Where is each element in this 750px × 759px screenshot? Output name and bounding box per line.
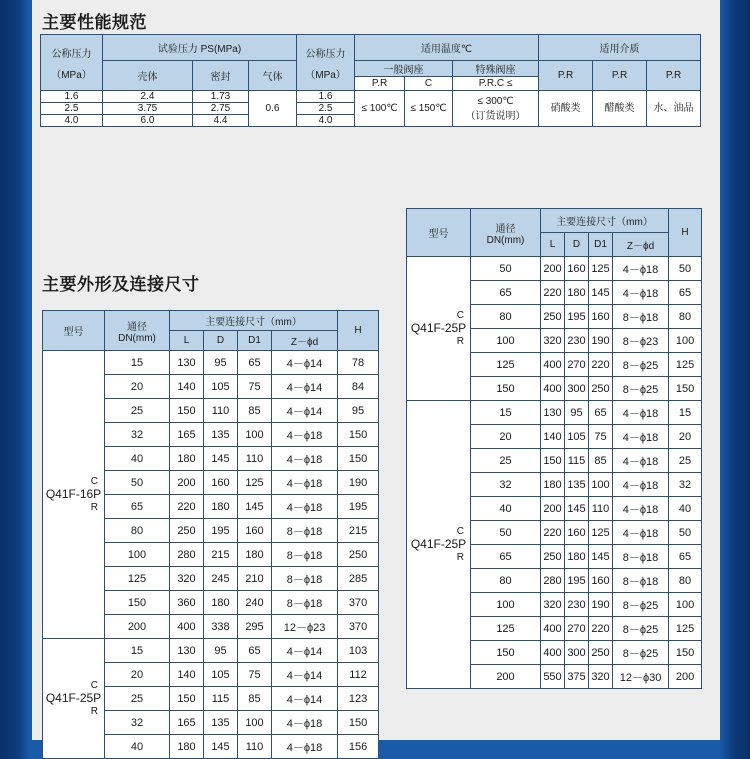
table-cell: 360 xyxy=(170,591,204,615)
table-cell: 65 xyxy=(669,545,702,569)
table-cell: 4－ϕ18 xyxy=(613,473,669,497)
table-cell: 130 xyxy=(170,639,204,663)
table-cell: 78 xyxy=(338,351,379,375)
table-cell: 40 xyxy=(105,735,170,759)
nominal-pressure-header: 公称压力 （MPa） xyxy=(41,35,103,91)
table-cell: 250 xyxy=(170,519,204,543)
table-cell: 85 xyxy=(238,687,272,711)
table-cell: 200 xyxy=(105,615,170,639)
table-cell: 180 xyxy=(170,447,204,471)
table-cell: 200 xyxy=(170,471,204,495)
model-cell: C Q41F-25P R xyxy=(43,639,105,759)
table-cell: 200 xyxy=(669,665,702,689)
table-cell: 8－ϕ18 xyxy=(613,305,669,329)
table-cell: 100 xyxy=(669,593,702,617)
table-cell: 135 xyxy=(565,473,589,497)
table-cell: 250 xyxy=(589,377,613,401)
table-cell: 400 xyxy=(541,641,565,665)
table-cell: 95 xyxy=(565,401,589,425)
table-cell: 320 xyxy=(589,665,613,689)
table-cell: 195 xyxy=(565,569,589,593)
table-cell: 65 xyxy=(238,351,272,375)
table-cell: 100 xyxy=(105,543,170,567)
media-pr-header-3: P.R xyxy=(647,61,701,91)
temp-pr-value: ≤ 100℃ xyxy=(355,91,405,127)
table-cell: 180 xyxy=(565,281,589,305)
table-cell: 105 xyxy=(565,425,589,449)
table-cell: 95 xyxy=(204,639,238,663)
table-cell: 160 xyxy=(589,305,613,329)
table-cell: 220 xyxy=(541,521,565,545)
table-cell: 145 xyxy=(589,281,613,305)
table-cell: 80 xyxy=(669,305,702,329)
table-cell: 4－ϕ18 xyxy=(272,447,338,471)
table-cell: 200 xyxy=(541,497,565,521)
table-cell: 220 xyxy=(589,617,613,641)
table-cell: 125 xyxy=(589,521,613,545)
table-cell: 123 xyxy=(338,687,379,711)
model-cell: C Q41F-25P R xyxy=(407,401,471,689)
table-cell: 270 xyxy=(565,617,589,641)
table-cell: 190 xyxy=(589,593,613,617)
table-cell: 180 xyxy=(204,591,238,615)
table-cell: 4－ϕ18 xyxy=(613,449,669,473)
gas-header: 气体 xyxy=(249,61,297,91)
table-cell: 150 xyxy=(170,399,204,423)
temp-special-value: ≤ 300℃ （订货说明） xyxy=(453,91,539,127)
table-cell: 8－ϕ18 xyxy=(272,519,338,543)
table-cell: 12－ϕ30 xyxy=(613,665,669,689)
table-cell: 130 xyxy=(541,401,565,425)
model-cell: C Q41F-25P R xyxy=(407,257,471,401)
d1-header: D1 xyxy=(238,331,272,351)
table-cell: 75 xyxy=(238,375,272,399)
table-cell: 80 xyxy=(471,569,541,593)
table-cell: 180 xyxy=(565,545,589,569)
table-cell: 65 xyxy=(471,545,541,569)
table-cell: 338 xyxy=(204,615,238,639)
table-cell: 150 xyxy=(471,641,541,665)
table-cell: 195 xyxy=(565,305,589,329)
table-cell: 280 xyxy=(541,569,565,593)
table-cell: 165 xyxy=(170,423,204,447)
table-row: 1.6 2.4 1.73 0.6 1.6 ≤ 100℃ ≤ 150℃ ≤ 300℃ （订货说明） 硝酸类 醋酸类 水、油品 xyxy=(41,91,701,103)
table-cell: 20 xyxy=(105,663,170,687)
table-cell: 150 xyxy=(471,377,541,401)
table-cell: 135 xyxy=(204,711,238,735)
table-cell: 25 xyxy=(105,687,170,711)
table-cell: 85 xyxy=(589,449,613,473)
table-cell: 160 xyxy=(565,521,589,545)
table-cell: 285 xyxy=(338,567,379,591)
table-cell: 65 xyxy=(669,281,702,305)
table-cell: 95 xyxy=(338,399,379,423)
seal-header: 密封 xyxy=(193,61,249,91)
shell-header: 壳体 xyxy=(103,61,193,91)
table-cell: 4－ϕ18 xyxy=(613,401,669,425)
table-cell: 156 xyxy=(338,735,379,759)
table-cell: 125 xyxy=(238,471,272,495)
table-cell: 100 xyxy=(669,329,702,353)
dn-header: 通径 DN(mm) xyxy=(471,209,541,257)
table-cell: 320 xyxy=(541,593,565,617)
l-header: L xyxy=(170,331,204,351)
table-cell: 112 xyxy=(338,663,379,687)
left-dimension-table xyxy=(42,310,379,759)
table-cell: 140 xyxy=(170,375,204,399)
table-cell: 125 xyxy=(471,617,541,641)
table-cell: 50 xyxy=(471,257,541,281)
d-header: D xyxy=(565,233,589,257)
table-cell: 270 xyxy=(565,353,589,377)
table-cell: 100 xyxy=(471,329,541,353)
table-cell: 150 xyxy=(541,449,565,473)
table-cell: 20 xyxy=(471,425,541,449)
media-acetic: 醋酸类 xyxy=(593,91,647,127)
table-cell: 80 xyxy=(669,569,702,593)
performance-spec-table xyxy=(40,34,701,127)
table-cell: 25 xyxy=(669,449,702,473)
table-cell: 200 xyxy=(541,257,565,281)
table-cell: 4－ϕ18 xyxy=(613,521,669,545)
table-cell: 8－ϕ18 xyxy=(272,543,338,567)
table-cell: 320 xyxy=(170,567,204,591)
table-cell: 250 xyxy=(541,305,565,329)
table-cell: 8－ϕ18 xyxy=(613,545,669,569)
table-cell: 145 xyxy=(204,447,238,471)
table-cell: 180 xyxy=(541,473,565,497)
table-cell: 125 xyxy=(471,353,541,377)
table-cell: 110 xyxy=(204,399,238,423)
table-cell: 145 xyxy=(589,545,613,569)
gas-value: 0.6 xyxy=(249,91,297,127)
table-cell: 32 xyxy=(669,473,702,497)
table-cell: 8－ϕ25 xyxy=(613,593,669,617)
table-cell: 4－ϕ18 xyxy=(613,281,669,305)
table-cell: 125 xyxy=(589,257,613,281)
d1-header: D1 xyxy=(589,233,613,257)
table-cell: 160 xyxy=(204,471,238,495)
table-cell: 245 xyxy=(204,567,238,591)
table-cell: 110 xyxy=(238,447,272,471)
table-cell: 195 xyxy=(204,519,238,543)
table-cell: 8－ϕ25 xyxy=(613,617,669,641)
table-cell: 220 xyxy=(589,353,613,377)
table-cell: 32 xyxy=(105,711,170,735)
table-cell: 65 xyxy=(238,639,272,663)
media-nitric: 硝酸类 xyxy=(539,91,593,127)
table-cell: 180 xyxy=(204,495,238,519)
table-cell: 300 xyxy=(565,641,589,665)
table-cell: 4－ϕ14 xyxy=(272,663,338,687)
table-cell: 150 xyxy=(170,687,204,711)
table-cell: 200 xyxy=(471,665,541,689)
table-cell: 8－ϕ18 xyxy=(272,567,338,591)
table-cell: 400 xyxy=(170,615,204,639)
table-cell: 4－ϕ14 xyxy=(272,375,338,399)
zd-header: Z－ϕd xyxy=(272,331,338,351)
table-cell: 250 xyxy=(589,641,613,665)
model-header: 型号 xyxy=(407,209,471,257)
dn-header: 通径 DN(mm) xyxy=(105,311,170,351)
table-cell: 295 xyxy=(238,615,272,639)
table-cell: 40 xyxy=(105,447,170,471)
table-cell: 110 xyxy=(589,497,613,521)
special-seat-header: 特殊阀座 xyxy=(453,61,539,77)
table-cell: 32 xyxy=(105,423,170,447)
table-cell: 300 xyxy=(565,377,589,401)
table-cell: 15 xyxy=(669,401,702,425)
table-cell: 240 xyxy=(238,591,272,615)
table-cell: 50 xyxy=(105,471,170,495)
table-cell: 150 xyxy=(338,711,379,735)
table-row xyxy=(407,257,702,281)
table-cell: 20 xyxy=(105,375,170,399)
table-cell: 550 xyxy=(541,665,565,689)
table-cell: 100 xyxy=(238,423,272,447)
table-cell: 115 xyxy=(565,449,589,473)
table-cell: 230 xyxy=(565,593,589,617)
table-cell: 15 xyxy=(105,351,170,375)
main-dims-header: 主要连接尺寸（mm） xyxy=(170,311,338,331)
h-header: H xyxy=(338,311,379,351)
temp-pr-header: P.R xyxy=(355,77,405,91)
table-cell: 20 xyxy=(669,425,702,449)
table-cell: 140 xyxy=(170,663,204,687)
table-cell: 4－ϕ18 xyxy=(272,711,338,735)
performance-spec-title: 主要性能规范 xyxy=(42,13,147,32)
table-cell: 115 xyxy=(204,687,238,711)
table-cell: 40 xyxy=(471,497,541,521)
table-cell: 125 xyxy=(669,353,702,377)
main-dims-header: 主要连接尺寸（mm） xyxy=(541,209,669,233)
table-cell: 4－ϕ18 xyxy=(613,497,669,521)
table-cell: 8－ϕ25 xyxy=(613,641,669,665)
table-cell: 130 xyxy=(170,351,204,375)
table-cell: 32 xyxy=(471,473,541,497)
table-row: 2.5 3.75 2.75 2.5 xyxy=(41,103,701,115)
table-cell: 180 xyxy=(238,543,272,567)
table-cell: 8－ϕ25 xyxy=(613,353,669,377)
table-cell: 25 xyxy=(105,399,170,423)
table-cell: 4－ϕ18 xyxy=(272,495,338,519)
table-cell: 190 xyxy=(338,471,379,495)
table-cell: 50 xyxy=(669,257,702,281)
table-cell: 180 xyxy=(170,735,204,759)
table-cell: 125 xyxy=(105,567,170,591)
table-cell: 84 xyxy=(338,375,379,399)
table-cell: 4－ϕ18 xyxy=(272,423,338,447)
table-cell: 4－ϕ18 xyxy=(613,257,669,281)
table-cell: 8－ϕ23 xyxy=(613,329,669,353)
table-cell: 100 xyxy=(471,593,541,617)
table-cell: 150 xyxy=(105,591,170,615)
table-cell: 150 xyxy=(669,641,702,665)
table-cell: 50 xyxy=(471,521,541,545)
table-cell: 12－ϕ23 xyxy=(272,615,338,639)
table-cell: 220 xyxy=(170,495,204,519)
table-cell: 95 xyxy=(204,351,238,375)
table-cell: 195 xyxy=(338,495,379,519)
table-cell: 80 xyxy=(105,519,170,543)
table-cell: 4－ϕ18 xyxy=(272,735,338,759)
table-cell: 4－ϕ18 xyxy=(613,425,669,449)
test-pressure-header: 试验压力 PS(MPa) xyxy=(103,35,297,61)
h-header: H xyxy=(669,209,702,257)
right-dimension-table xyxy=(406,208,702,689)
table-cell: 85 xyxy=(238,399,272,423)
table-cell: 65 xyxy=(105,495,170,519)
table-cell: 15 xyxy=(105,639,170,663)
table-cell: 160 xyxy=(589,569,613,593)
table-cell: 15 xyxy=(471,401,541,425)
media-water-oil: 水、油品 xyxy=(647,91,701,127)
table-cell: 4－ϕ14 xyxy=(272,351,338,375)
general-seat-header: 一般阀座 xyxy=(355,61,453,77)
table-cell: 150 xyxy=(338,447,379,471)
table-cell: 145 xyxy=(204,735,238,759)
table-cell: 150 xyxy=(669,377,702,401)
table-cell: 65 xyxy=(471,281,541,305)
table-cell: 50 xyxy=(669,521,702,545)
model-header: 型号 xyxy=(43,311,105,351)
d-header: D xyxy=(204,331,238,351)
table-cell: 4－ϕ14 xyxy=(272,639,338,663)
table-cell: 230 xyxy=(565,329,589,353)
table-cell: 160 xyxy=(565,257,589,281)
table-row: 4.0 6.0 4.4 4.0 xyxy=(41,115,701,127)
table-cell: 140 xyxy=(541,425,565,449)
table-cell: 110 xyxy=(238,735,272,759)
temp-prc-header: P.R.C ≤ xyxy=(453,77,539,91)
temp-c-value: ≤ 150℃ xyxy=(405,91,453,127)
table-cell: 210 xyxy=(238,567,272,591)
temperature-header: 适用温度℃ xyxy=(355,35,539,61)
table-cell: 75 xyxy=(238,663,272,687)
temp-c-header: C xyxy=(405,77,453,91)
table-cell: 103 xyxy=(338,639,379,663)
table-cell: 105 xyxy=(204,663,238,687)
table-cell: 100 xyxy=(589,473,613,497)
table-cell: 4－ϕ14 xyxy=(272,399,338,423)
table-cell: 250 xyxy=(338,543,379,567)
table-cell: 150 xyxy=(338,423,379,447)
table-cell: 280 xyxy=(170,543,204,567)
table-cell: 215 xyxy=(338,519,379,543)
table-cell: 105 xyxy=(204,375,238,399)
table-cell: 80 xyxy=(471,305,541,329)
table-cell: 25 xyxy=(471,449,541,473)
table-cell: 215 xyxy=(204,543,238,567)
table-cell: 40 xyxy=(669,497,702,521)
media-pr-header-1: P.R xyxy=(539,61,593,91)
table-cell: 4－ϕ14 xyxy=(272,687,338,711)
table-row xyxy=(407,401,702,425)
table-cell: 8－ϕ25 xyxy=(613,377,669,401)
media-header: 适用介质 xyxy=(539,35,701,61)
table-cell: 8－ϕ18 xyxy=(272,591,338,615)
table-cell: 165 xyxy=(170,711,204,735)
table-cell: 400 xyxy=(541,377,565,401)
nominal-pressure-header-2: 公称压力 （MPa） xyxy=(297,35,355,91)
table-cell: 400 xyxy=(541,617,565,641)
table-cell: 220 xyxy=(541,281,565,305)
table-cell: 320 xyxy=(541,329,565,353)
table-cell: 75 xyxy=(589,425,613,449)
table-cell: 145 xyxy=(565,497,589,521)
model-cell: C Q41F-16P R xyxy=(43,351,105,639)
l-header: L xyxy=(541,233,565,257)
table-cell: 190 xyxy=(589,329,613,353)
dimensions-title: 主要外形及连接尺寸 xyxy=(42,275,200,294)
table-cell: 375 xyxy=(565,665,589,689)
table-cell: 135 xyxy=(204,423,238,447)
media-pr-header-2: P.R xyxy=(593,61,647,91)
table-cell: 100 xyxy=(238,711,272,735)
table-row xyxy=(43,351,379,375)
table-cell: 145 xyxy=(238,495,272,519)
table-cell: 370 xyxy=(338,591,379,615)
table-cell: 400 xyxy=(541,353,565,377)
zd-header: Z－ϕd xyxy=(613,233,669,257)
table-cell: 65 xyxy=(589,401,613,425)
table-cell: 8－ϕ18 xyxy=(613,569,669,593)
table-row xyxy=(43,639,379,663)
table-cell: 4－ϕ18 xyxy=(272,471,338,495)
table-cell: 250 xyxy=(541,545,565,569)
table-cell: 125 xyxy=(669,617,702,641)
table-cell: 370 xyxy=(338,615,379,639)
table-cell: 160 xyxy=(238,519,272,543)
